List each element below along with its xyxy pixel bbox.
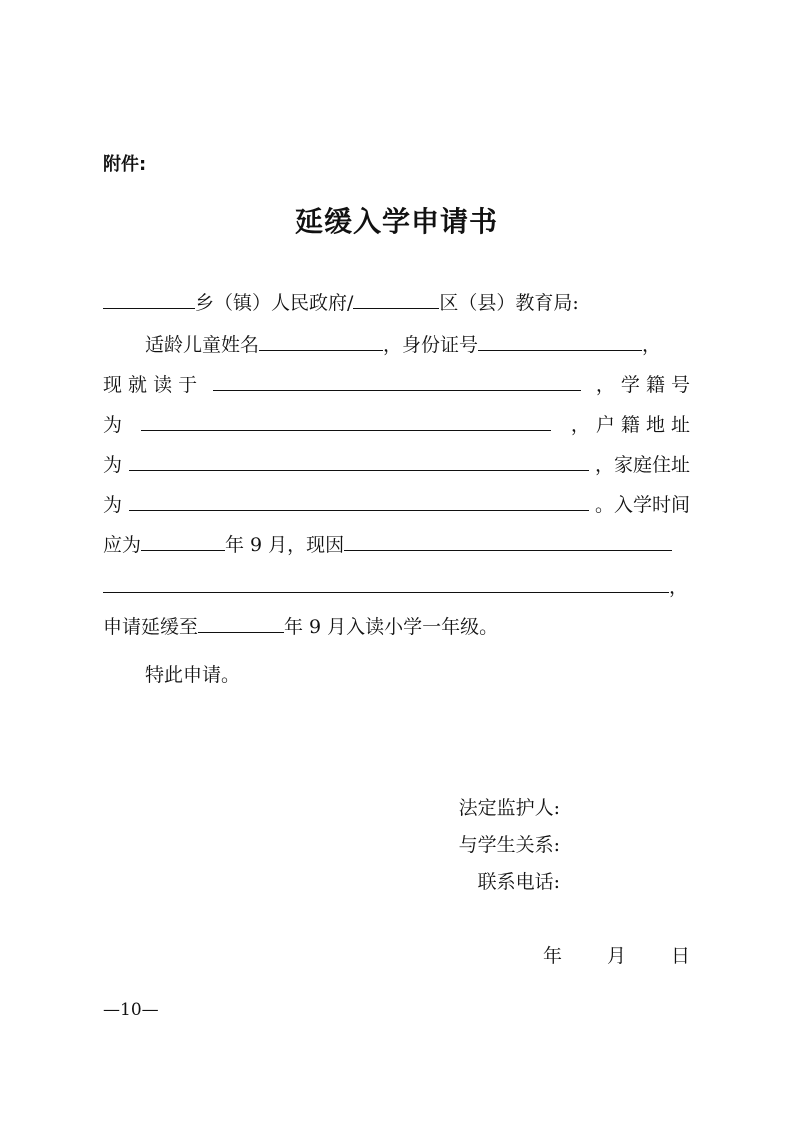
household-address-line: 为 ，家庭住址 <box>103 444 690 484</box>
enroll-year-blank[interactable] <box>141 524 225 551</box>
home-address-line: 为 。入学时间 <box>103 484 690 524</box>
school-line: 现 就 读 于 ， 学 籍 号 <box>103 364 690 404</box>
defer-year-blank[interactable] <box>198 606 284 633</box>
page-number: —10— <box>103 1000 159 1020</box>
enroll-year-line: 应为 年 9 月，现因 <box>103 524 690 564</box>
date-year: 年 <box>543 945 563 967</box>
defer-year-line: 申请延缓至 年 9 月入读小学一年级。 <box>103 606 690 646</box>
reason-blank[interactable] <box>344 524 672 551</box>
child-name-blank[interactable] <box>259 324 383 351</box>
date-month: 月 <box>607 945 627 967</box>
reason-continued-line: ， <box>103 566 690 606</box>
child-name-line: 适龄儿童姓名 ，身份证号 ， <box>145 324 690 364</box>
school-blank[interactable] <box>213 364 581 391</box>
reason-continued-blank[interactable] <box>103 566 669 593</box>
relation-label: 与学生关系: <box>458 834 560 856</box>
student-id-line: 为 ， 户 籍 地 址 <box>103 404 690 444</box>
document-title: 延缓入学申请书 <box>294 205 498 238</box>
addressee-line: 乡（镇）人民政府/ 区（县）教育局: <box>103 282 690 322</box>
id-number-blank[interactable] <box>478 324 642 351</box>
household-address-blank[interactable] <box>129 444 589 471</box>
guardian-label: 法定监护人: <box>458 797 560 819</box>
phone-label: 联系电话: <box>477 871 560 893</box>
closing-text: 特此申请。 <box>145 664 241 686</box>
district-blank[interactable] <box>353 282 439 309</box>
township-blank[interactable] <box>103 282 195 309</box>
student-id-blank[interactable] <box>141 404 551 431</box>
date-day: 日 <box>671 945 691 967</box>
attachment-label: 附件: <box>103 154 147 175</box>
home-address-blank[interactable] <box>129 484 589 511</box>
